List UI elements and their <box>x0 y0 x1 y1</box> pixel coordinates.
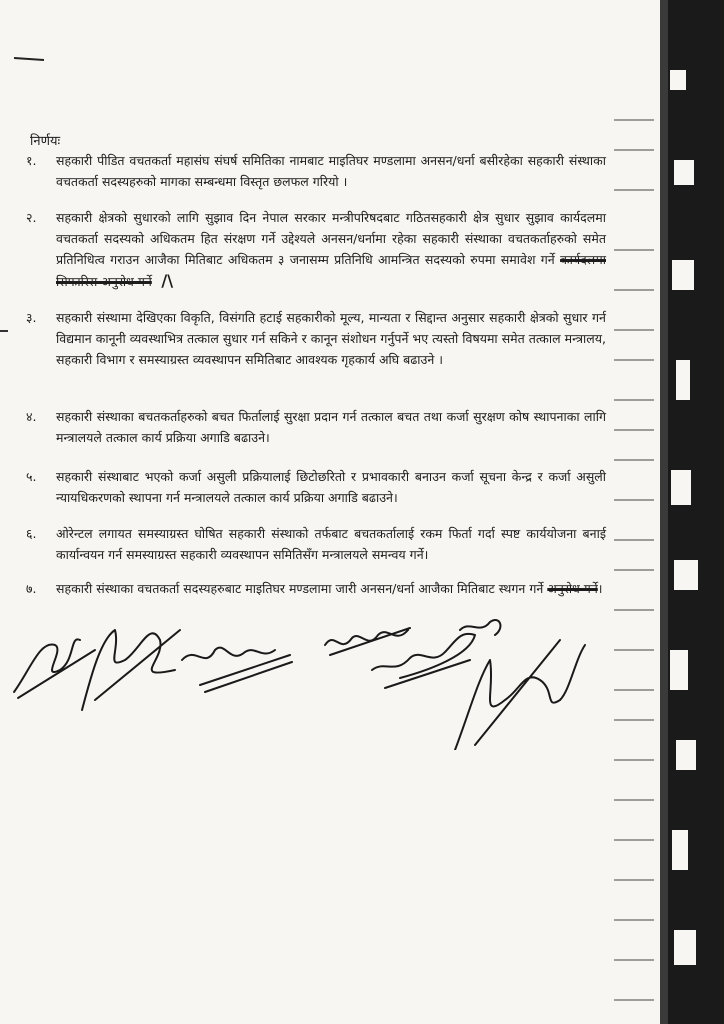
signatures-group <box>0 600 640 750</box>
signature-5 <box>372 634 475 688</box>
item-text: सहकारी संस्थाबाट भएको कर्जा असुली प्रक्रियालाई छिटोछरितो र प्रभावकारी बनाउन कर्जा सूचना केन्द्र र कर्जा असुली न्यायधिकरणको स्थापना गर्न मन्त्रालयले तत्काल कार्य प्रक्रिया अगाडि बढाउने। <box>56 469 606 505</box>
item-text-container: सहकारी संस्थाका वचतकर्ता सदस्यहरुबाट माइतिघर मण्डलामा जारी अनसन/धर्ना आजैका मितिबाट स्थगन गर्ने अनुरोध गर्ने। <box>56 581 603 596</box>
item-number: १. <box>26 153 37 168</box>
item-text: ओरेन्टल लगायत समस्याग्रस्त घोषित सहकारी संस्थाको तर्फबाट बचतकर्तालाई रकम फिर्ता गर्दा स्पष्ट कार्ययोजना बनाई कार्यान्वयन गर्न समस्याग्रस्त सहकारी व्यवस्थापन समितिसँग मन्त्रालयले समन्वय गर्ने। <box>56 526 606 562</box>
signature-7 <box>455 640 585 750</box>
item-number: २. <box>26 210 37 225</box>
struck-text: कार्यदलमा सिफारिस अनुरोध गर्ने <box>56 252 606 289</box>
item-number: ४. <box>26 409 37 424</box>
handwritten-caret-mark: /\ <box>155 271 174 290</box>
item-number: ३. <box>26 310 37 325</box>
decision-item-1 <box>26 150 606 192</box>
struck-text: अनुरोध गर्ने <box>547 581 598 596</box>
decision-item-6 <box>26 523 606 565</box>
margin-tick <box>0 330 8 332</box>
signature-4 <box>325 628 410 655</box>
item-number: ५. <box>26 469 37 484</box>
item-number: ७. <box>26 581 37 596</box>
item-text: सहकारी पीडित वचतकर्ता महासंघ संघर्ष समितिका नामबाट माइतिघर मण्डलामा अनसन/धर्ना बसीरहेका सहकारी संस्थाका वचतकर्ता सदस्यहरुको मागका सम्बन्धमा विस्तृत छलफल गरियो । <box>56 153 606 189</box>
decision-item-2 <box>26 207 606 292</box>
item-text: सहकारी संस्थामा देखिएका विकृति, विसंगति हटाई सहकारीको मूल्य, मान्यता र सिद्दान्त अनुसार सहकारी क्षेत्रको सुधार गर्न विद्यमान कानूनी व्यवस्थाभित्र तत्काल सुधार गर्न सकिने र कानून संशोधन गर्नुपर्ने भए त्यस्तो विषयमा समेत तत्काल मन्त्रालय, सहकारी विभाग र समस्याग्रस्त व्यवस्थापन समितिबाट आवश्यक गृहकार्य अघि बढाउने । <box>56 310 606 367</box>
item-text: सहकारी संस्थाका बचतकर्ताहरुको बचत फिर्तालाई सुरक्षा प्रदान गर्न तत्काल बचत तथा कर्जा सुरक्षण कोष स्थापनाका लागि मन्त्रालयले तत्काल कार्य प्रक्रिया अगाडि बढाउने। <box>56 409 606 445</box>
decision-item-3 <box>26 307 606 370</box>
binding-edge-shadow <box>614 0 724 1024</box>
decision-heading: निर्णयः <box>30 134 61 149</box>
signature-6 <box>460 620 500 635</box>
signature-1 <box>14 639 95 698</box>
item-text: सहकारी क्षेत्रको सुधारको लागि सुझाव दिन नेपाल सरकार मन्त्रीपरिषदबाट गठितसहकारी क्षेत्र सुधार सुझाव कार्यदलमा वचतकर्ता सदस्यको अधिकतम हित संरक्षण गर्ने उद्देश्यले अनसन/धर्नामा रहेका सहकारी संस्थाका वचतकर्ताहरुको समेत प्रतिनिधित्व गराउन आजैका मितिबाट अधिकतम ३ जनासम्म प्रतिनिधि आमन्त्रित सदस्यको रुपमा समावेश गर्ने <box>56 210 606 267</box>
decision-item-7 <box>26 578 606 599</box>
item-text-container <box>56 207 606 292</box>
decision-item-5 <box>26 466 606 508</box>
decision-item-4 <box>26 406 606 448</box>
signature-3 <box>182 648 292 692</box>
pen-dash-mark <box>14 57 44 61</box>
item-text: सहकारी संस्थाका वचतकर्ता सदस्यहरुबाट माइतिघर मण्डलामा जारी अनसन/धर्ना आजैका मितिबाट स्थगन गर्ने <box>56 581 544 596</box>
signature-2 <box>82 630 180 710</box>
item-number: ६. <box>26 526 37 541</box>
